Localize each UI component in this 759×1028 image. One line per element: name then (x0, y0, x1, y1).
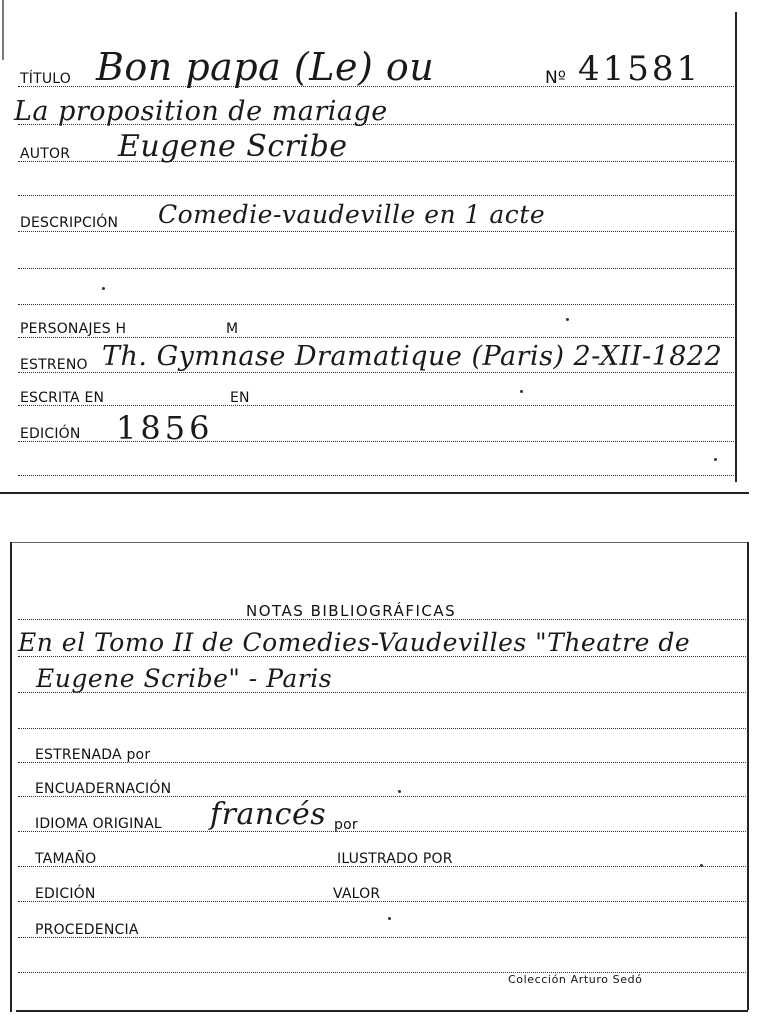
ruled-line (18, 405, 734, 406)
tamano-label: TAMAÑO (35, 851, 97, 867)
ruled-line (18, 195, 734, 196)
ink-speck (102, 287, 105, 290)
card-right-edge (735, 12, 737, 482)
ruled-line (18, 901, 746, 902)
card-left-edge (2, 0, 4, 60)
ink-speck (566, 318, 569, 321)
edicion-value: 1856 (116, 409, 214, 447)
edicion-label: EDICIÓN (20, 426, 81, 442)
estreno-value: Th. Gymnase Dramatique (Paris) 2-XII-1822 (102, 341, 723, 372)
ink-speck (520, 390, 523, 393)
titulo-value: Bon papa (Le) ou (96, 45, 435, 89)
card-right-edge (747, 542, 749, 1010)
autor-label: AUTOR (20, 146, 71, 162)
personajes-m-label: M (226, 321, 239, 337)
coleccion-footer: Colección Arturo Sedó (508, 973, 643, 986)
notas-title: NOTAS BIBLIOGRÁFICAS (246, 602, 457, 620)
idioma-value: francés (210, 797, 327, 832)
ruled-line (18, 268, 734, 269)
escrita-en-label: EN (230, 390, 250, 406)
notas-line-1: En el Tomo II de Comedies-Vaudevilles "Theatre de (18, 628, 691, 657)
titulo-label: TÍTULO (20, 71, 71, 87)
descripcion-label: DESCRIPCIÓN (20, 215, 119, 231)
escrita-label: ESCRITA EN (20, 390, 105, 406)
numero-value: 41581 (578, 49, 702, 89)
valor-label: VALOR (333, 886, 381, 902)
ink-speck (700, 864, 703, 867)
idioma-label: IDIOMA ORIGINAL (35, 816, 162, 832)
ruled-line (18, 372, 734, 373)
notas-line-2: Eugene Scribe" - Paris (36, 664, 333, 693)
autor-value: Eugene Scribe (118, 129, 348, 164)
card-bottom-edge (16, 1010, 748, 1012)
personajes-label: PERSONAJES H (20, 321, 127, 337)
estreno-label: ESTRENO (20, 357, 88, 373)
idioma-por-label: por (334, 817, 358, 833)
ilustrado-label: ILUSTRADO POR (337, 851, 453, 867)
numero-label: Nº (545, 68, 567, 88)
estrenada-label: ESTRENADA por (35, 747, 151, 763)
ink-speck (388, 917, 391, 920)
catalog-card-back (0, 500, 759, 1028)
ink-speck (714, 458, 717, 461)
ink-speck (398, 790, 401, 793)
ruled-line (18, 728, 746, 729)
card-top-edge (12, 542, 748, 543)
ruled-line (18, 475, 734, 476)
card-left-edge (10, 542, 12, 1012)
encuadernacion-label: ENCUADERNACIÓN (35, 781, 172, 797)
ruled-line (18, 231, 734, 232)
titulo-continuation: La proposition de mariage (14, 96, 388, 127)
procedencia-label: PROCEDENCIA (35, 922, 139, 938)
card-bottom-edge (0, 492, 749, 494)
ruled-line (18, 304, 734, 305)
catalog-card-front (0, 0, 759, 495)
descripcion-value: Comedie-vaudeville en 1 acte (158, 200, 546, 229)
edicion-label-2: EDICIÓN (35, 886, 96, 902)
ruled-line (18, 337, 734, 338)
